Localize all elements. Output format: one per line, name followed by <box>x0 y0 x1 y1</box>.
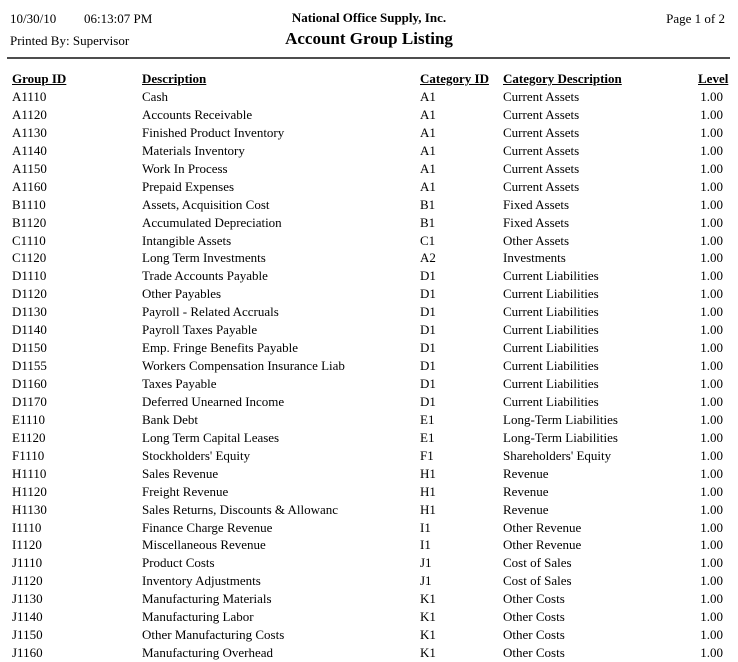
cell-category-id: C1 <box>420 232 436 248</box>
cell-group-id: B1110 <box>12 196 46 212</box>
cell-group-id: I1120 <box>12 537 42 553</box>
cell-level: 1.00 <box>700 645 723 661</box>
cell-description: Workers Compensation Insurance Liab <box>142 358 345 374</box>
cell-group-id: H1120 <box>12 483 47 499</box>
company-name: National Office Supply, Inc. <box>291 10 447 25</box>
cell-description: Sales Returns, Discounts & Allowanc <box>142 501 339 517</box>
cell-description: Other Manufacturing Costs <box>142 627 285 643</box>
cell-category-id: K1 <box>420 627 436 643</box>
cell-category-description: Other Costs <box>503 645 565 661</box>
cell-category-description: Other Costs <box>503 627 565 643</box>
cell-category-id: A1 <box>420 124 436 140</box>
cell-level: 1.00 <box>700 304 723 320</box>
cell-group-id: A1110 <box>12 89 47 104</box>
cell-category-id: D1 <box>420 286 436 302</box>
table-row <box>12 161 725 179</box>
report-title: Account Group Listing <box>285 29 453 48</box>
cell-level: 1.00 <box>700 106 723 122</box>
cell-description: Deferred Unearned Income <box>142 393 285 409</box>
cell-description: Payroll Taxes Payable <box>142 322 258 338</box>
cell-level: 1.00 <box>700 447 723 463</box>
cell-category-id: D1 <box>420 322 436 338</box>
cell-level: 1.00 <box>700 393 723 409</box>
cell-category-id: D1 <box>420 340 436 356</box>
cell-level: 1.00 <box>700 591 723 607</box>
cell-description: Materials Inventory <box>142 142 245 158</box>
table-row <box>12 125 725 143</box>
table-row <box>12 555 725 573</box>
table-row <box>12 250 725 268</box>
cell-category-description: Revenue <box>503 465 549 481</box>
table-row <box>12 466 725 484</box>
col-header-category-description: Category Description <box>503 71 622 86</box>
cell-category-id: H1 <box>420 483 436 499</box>
cell-description: Bank Debt <box>142 411 198 427</box>
cell-description: Taxes Payable <box>142 376 217 391</box>
report-date: 10/30/10 <box>10 11 57 26</box>
table-row <box>12 286 725 304</box>
cell-group-id: C1110 <box>12 232 46 248</box>
cell-level: 1.00 <box>700 411 723 427</box>
cell-category-id: A1 <box>420 106 436 122</box>
cell-description: Payroll - Related Accruals <box>142 304 279 320</box>
cell-group-id: A1140 <box>12 142 47 158</box>
cell-level: 1.00 <box>700 573 723 589</box>
cell-description: Other Payables <box>142 286 222 302</box>
cell-category-id: J1 <box>420 573 432 589</box>
cell-group-id: D1160 <box>12 376 47 391</box>
cell-category-id: I1 <box>420 537 431 553</box>
table-row <box>12 143 725 161</box>
table-row <box>12 268 725 286</box>
cell-category-id: E1 <box>420 411 435 427</box>
cell-level: 1.00 <box>700 196 723 212</box>
table-row <box>12 197 725 215</box>
table-row <box>12 179 725 197</box>
cell-category-id: K1 <box>420 591 436 607</box>
cell-level: 1.00 <box>700 268 723 284</box>
cell-group-id: H1130 <box>12 501 47 517</box>
table-row <box>12 304 725 322</box>
cell-category-id: K1 <box>420 609 436 625</box>
cell-category-description: Revenue <box>503 501 549 517</box>
cell-description: Assets, Acquisition Cost <box>142 196 270 212</box>
cell-category-description: Fixed Assets <box>503 214 570 230</box>
cell-group-id: D1120 <box>12 286 47 302</box>
cell-category-description: Current Assets <box>503 89 580 104</box>
table-row <box>12 412 725 430</box>
table-row <box>12 358 725 376</box>
table-row <box>12 215 725 233</box>
cell-description: Emp. Fringe Benefits Payable <box>142 340 298 356</box>
header-rule <box>7 57 730 59</box>
cell-category-id: D1 <box>420 304 436 320</box>
cell-level: 1.00 <box>700 376 723 391</box>
cell-level: 1.00 <box>700 286 723 302</box>
cell-category-description: Current Assets <box>503 142 580 158</box>
cell-description: Cash <box>142 89 168 104</box>
cell-description: Accumulated Depreciation <box>142 214 282 230</box>
printed-by: Printed By: Supervisor <box>10 33 130 48</box>
cell-description: Manufacturing Materials <box>142 591 272 607</box>
cell-level: 1.00 <box>700 627 723 643</box>
cell-category-description: Current Assets <box>503 160 580 176</box>
table-row <box>12 394 725 412</box>
cell-category-description: Current Assets <box>503 106 580 122</box>
cell-description: Freight Revenue <box>142 483 229 499</box>
cell-description: Stockholders' Equity <box>142 447 251 463</box>
cell-level: 1.00 <box>700 178 723 194</box>
cell-category-description: Other Revenue <box>503 519 582 535</box>
cell-level: 1.00 <box>700 322 723 338</box>
cell-description: Inventory Adjustments <box>142 573 261 589</box>
cell-category-description: Current Liabilities <box>503 340 599 356</box>
report-time: 06:13:07 PM <box>84 11 153 26</box>
cell-category-description: Shareholders' Equity <box>503 447 612 463</box>
cell-level: 1.00 <box>700 142 723 158</box>
cell-level: 1.00 <box>700 89 723 104</box>
cell-group-id: J1110 <box>12 555 43 571</box>
cell-group-id: A1160 <box>12 178 47 194</box>
table-row <box>12 609 725 627</box>
cell-category-description: Current Liabilities <box>503 304 599 320</box>
table-row <box>12 645 725 662</box>
cell-level: 1.00 <box>700 232 723 248</box>
page-number: Page 1 of 2 <box>666 11 725 26</box>
table-row <box>12 591 725 609</box>
account-group-table <box>12 71 729 662</box>
cell-group-id: A1130 <box>12 124 47 140</box>
table-row <box>12 107 725 125</box>
cell-category-id: K1 <box>420 645 436 661</box>
cell-category-id: A1 <box>420 89 436 104</box>
cell-group-id: J1150 <box>12 627 43 643</box>
cell-group-id: C1120 <box>12 250 47 266</box>
cell-level: 1.00 <box>700 555 723 571</box>
cell-group-id: J1120 <box>12 573 43 589</box>
cell-category-description: Current Liabilities <box>503 322 599 338</box>
cell-level: 1.00 <box>700 358 723 374</box>
cell-category-description: Cost of Sales <box>503 573 572 589</box>
col-header-category-id: Category ID <box>420 71 489 86</box>
table-row <box>12 627 725 645</box>
cell-level: 1.00 <box>700 160 723 176</box>
cell-level: 1.00 <box>700 609 723 625</box>
cell-description: Intangible Assets <box>142 232 232 248</box>
cell-group-id: D1130 <box>12 304 47 320</box>
cell-category-id: D1 <box>420 358 436 374</box>
cell-category-description: Current Liabilities <box>503 376 599 391</box>
cell-category-id: D1 <box>420 376 436 391</box>
cell-category-id: D1 <box>420 268 436 284</box>
cell-description: Manufacturing Overhead <box>142 645 274 661</box>
table-row <box>12 376 725 394</box>
table-row <box>12 448 725 466</box>
cell-category-id: A1 <box>420 178 436 194</box>
cell-category-description: Other Revenue <box>503 537 582 553</box>
cell-category-description: Current Liabilities <box>503 286 599 302</box>
table-row <box>12 322 725 340</box>
cell-description: Product Costs <box>142 555 215 571</box>
table-row <box>12 573 725 591</box>
cell-group-id: D1170 <box>12 393 47 409</box>
cell-category-id: D1 <box>420 393 436 409</box>
cell-category-description: Current Liabilities <box>503 268 599 284</box>
cell-group-id: D1140 <box>12 322 47 338</box>
cell-group-id: J1130 <box>12 591 43 607</box>
cell-category-description: Fixed Assets <box>503 196 570 212</box>
table-row <box>12 430 725 448</box>
cell-description: Accounts Receivable <box>142 106 253 122</box>
cell-category-description: Current Liabilities <box>503 358 599 374</box>
cell-group-id: J1160 <box>12 645 43 661</box>
cell-description: Miscellaneous Revenue <box>142 537 266 553</box>
cell-level: 1.00 <box>700 519 723 535</box>
cell-category-description: Other Costs <box>503 609 565 625</box>
table-body <box>12 89 725 662</box>
cell-description: Finished Product Inventory <box>142 124 285 140</box>
col-header-group-id: Group ID <box>12 71 67 86</box>
cell-category-description: Current Liabilities <box>503 393 599 409</box>
table-row <box>12 340 725 358</box>
cell-category-id: J1 <box>420 555 432 571</box>
table-header-row <box>12 71 729 88</box>
cell-description: Long Term Capital Leases <box>142 429 280 445</box>
cell-category-description: Investments <box>503 250 566 266</box>
cell-description: Trade Accounts Payable <box>142 268 268 284</box>
cell-category-id: I1 <box>420 519 431 535</box>
col-header-description: Description <box>142 71 207 86</box>
table-row <box>12 502 725 520</box>
cell-level: 1.00 <box>700 483 723 499</box>
cell-group-id: D1155 <box>12 358 47 374</box>
cell-category-id: B1 <box>420 196 436 212</box>
cell-group-id: I1110 <box>12 519 42 535</box>
table-row <box>12 233 725 251</box>
cell-level: 1.00 <box>700 465 723 481</box>
cell-category-id: H1 <box>420 501 436 517</box>
cell-category-id: H1 <box>420 465 436 481</box>
table-row <box>12 484 725 502</box>
cell-level: 1.00 <box>700 501 723 517</box>
cell-level: 1.00 <box>700 250 723 266</box>
cell-category-description: Other Assets <box>503 232 570 248</box>
cell-description: Long Term Investments <box>142 250 266 266</box>
cell-category-id: A1 <box>420 160 436 176</box>
cell-group-id: A1120 <box>12 106 47 122</box>
cell-category-id: B1 <box>420 214 436 230</box>
cell-level: 1.00 <box>700 214 723 230</box>
cell-description: Prepaid Expenses <box>142 178 235 194</box>
cell-category-description: Other Costs <box>503 591 565 607</box>
cell-level: 1.00 <box>700 537 723 553</box>
cell-category-description: Current Assets <box>503 124 580 140</box>
table-row <box>12 537 725 555</box>
cell-category-id: E1 <box>420 429 435 445</box>
cell-category-description: Current Assets <box>503 178 580 194</box>
table-row <box>12 520 725 538</box>
cell-level: 1.00 <box>700 124 723 140</box>
cell-category-id: F1 <box>420 447 434 463</box>
cell-category-description: Long-Term Liabilities <box>503 429 618 445</box>
cell-group-id: B1120 <box>12 214 47 230</box>
cell-group-id: F1110 <box>12 447 45 463</box>
cell-group-id: E1110 <box>12 411 45 427</box>
cell-description: Sales Revenue <box>142 465 219 481</box>
cell-category-id: A2 <box>420 250 436 266</box>
cell-description: Work In Process <box>142 160 228 176</box>
cell-category-id: A1 <box>420 142 436 158</box>
table-row <box>12 89 725 107</box>
col-header-level: Level <box>698 71 729 86</box>
cell-group-id: H1110 <box>12 465 47 481</box>
cell-level: 1.00 <box>700 340 723 356</box>
cell-category-description: Long-Term Liabilities <box>503 411 618 427</box>
cell-group-id: E1120 <box>12 429 46 445</box>
cell-category-description: Revenue <box>503 483 549 499</box>
cell-group-id: A1150 <box>12 160 47 176</box>
cell-level: 1.00 <box>700 429 723 445</box>
cell-group-id: D1150 <box>12 340 47 356</box>
cell-group-id: J1140 <box>12 609 43 625</box>
cell-description: Finance Charge Revenue <box>142 519 273 535</box>
cell-group-id: D1110 <box>12 268 47 284</box>
cell-description: Manufacturing Labor <box>142 609 254 625</box>
cell-category-description: Cost of Sales <box>503 555 572 571</box>
